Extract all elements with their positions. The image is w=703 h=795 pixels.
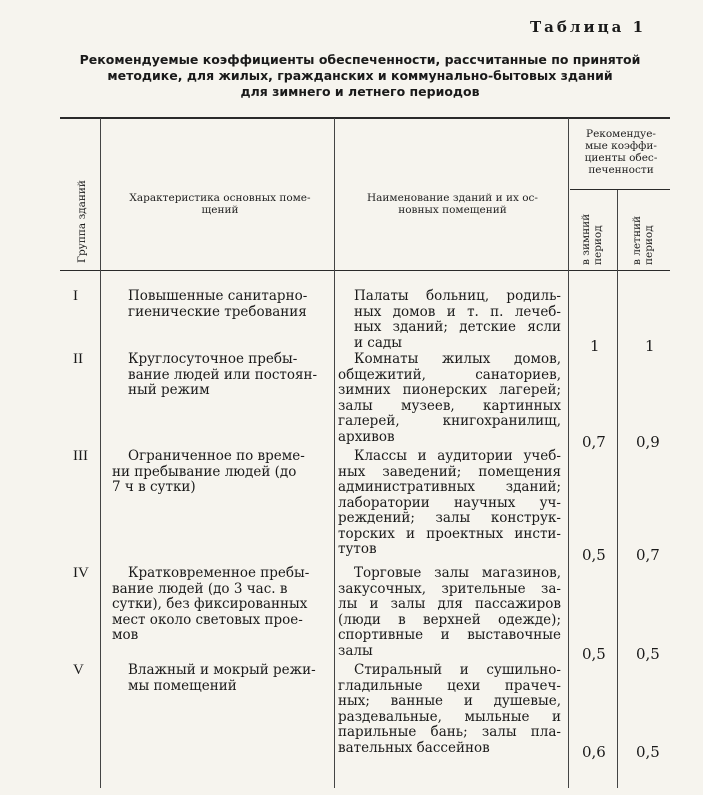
- text-line: административных зданий;: [338, 479, 561, 495]
- text-line: Ограниченное по време-: [128, 448, 305, 464]
- text-line: тутов: [338, 541, 377, 557]
- header-line: период: [592, 225, 604, 265]
- text-line: галерей, книгохранилищ,: [338, 413, 561, 429]
- header-summer: [631, 216, 655, 265]
- text-line: вание людей или постоян-: [128, 366, 318, 383]
- text-line: архивов: [338, 428, 395, 445]
- text-line: Классы и аудитории учеб-: [354, 448, 561, 464]
- text-line: (люди в верхней одежде);: [338, 611, 561, 628]
- summer-coefficient: 0,9: [636, 433, 660, 451]
- caption-line: Рекомендуемые коэффициенты обеспеченности, рассчитанные по принятой: [79, 52, 641, 67]
- text-line: лаборатории научных уч-: [338, 494, 561, 511]
- header-group: Группа зданий: [76, 180, 88, 263]
- text-line: ных зданий; детские ясли: [354, 319, 561, 335]
- text-line: ных заведений; помещения: [338, 463, 561, 480]
- column-divider: [100, 118, 101, 788]
- header-line: щений: [201, 204, 239, 216]
- text-line: гиенические требования: [128, 303, 307, 320]
- text-line: спортивные и выставочные: [338, 627, 561, 643]
- text-line: Повышенные санитарно-: [128, 288, 308, 304]
- winter-coefficient: 0,6: [582, 743, 606, 761]
- header-bottom-rule: [60, 270, 670, 271]
- text-line: ный режим: [128, 382, 210, 398]
- text-line: Круглосуточное пребы-: [128, 351, 298, 367]
- row-buildings: [338, 566, 561, 659]
- text-line: раздевальные, мыльные и: [338, 708, 561, 725]
- coef-subheader-rule: [570, 189, 670, 190]
- text-line: ни пребывание людей (до: [112, 463, 297, 480]
- row-group-number: IV: [73, 565, 89, 581]
- row-characteristic: [128, 663, 316, 694]
- header-line: Рекомендуе-: [586, 128, 656, 140]
- header-line: новных помещений: [398, 204, 507, 216]
- text-line: Торговые залы магазинов,: [354, 565, 561, 581]
- winter-coefficient: 1: [590, 337, 600, 355]
- header-line: мые коэффи-: [585, 140, 657, 152]
- header-line: печенности: [588, 164, 654, 176]
- text-line: Влажный и мокрый режи-: [128, 662, 316, 678]
- text-line: зимних пионерских лагерей;: [338, 382, 561, 398]
- column-divider: [334, 118, 335, 788]
- text-line: мест около световых проe-: [112, 611, 303, 628]
- text-line: общежитий, санаториев,: [338, 366, 561, 383]
- column-divider: [617, 190, 618, 788]
- row-characteristic: [128, 289, 307, 320]
- column-divider: [568, 118, 569, 788]
- text-line: гладильные цехи прачеч-: [338, 677, 561, 694]
- summer-coefficient: 1: [645, 337, 655, 355]
- row-group-number: V: [73, 662, 84, 678]
- header-winter: [580, 214, 604, 265]
- text-line: Стиральный и сушильно-: [354, 662, 561, 678]
- text-line: мы помещений: [128, 677, 237, 694]
- header-line: в летний: [631, 216, 643, 265]
- text-line: реждений; залы конструк-: [338, 510, 561, 526]
- caption-line: для зимнего и летнего периодов: [240, 84, 480, 99]
- text-line: закусочных, зрительные за-: [338, 580, 561, 597]
- text-line: Кратковременное пребы-: [128, 565, 310, 581]
- row-buildings: [354, 289, 561, 351]
- header-buildings: [340, 192, 565, 216]
- header-line: период: [643, 225, 655, 265]
- table-number: Таблица 1: [530, 18, 647, 36]
- row-characteristic: [112, 566, 309, 644]
- row-characteristic: [128, 352, 317, 399]
- header-line: в зимний: [580, 213, 592, 265]
- header-line: Характеристика основных поме-: [129, 192, 311, 204]
- text-line: залы: [338, 642, 373, 659]
- caption-line: методике, для жилых, гражданских и коммунально-бытовых зданий: [107, 68, 613, 83]
- winter-coefficient: 0,5: [582, 645, 606, 663]
- row-characteristic: [112, 449, 305, 496]
- header-line: Наименование зданий и их ос-: [367, 192, 538, 204]
- summer-coefficient: 0,7: [636, 546, 660, 564]
- text-line: Комнаты жилых домов,: [354, 351, 561, 367]
- text-line: торских и проектных инсти-: [338, 525, 561, 542]
- row-group-number: II: [73, 351, 83, 367]
- summer-coefficient: 0,5: [636, 743, 660, 761]
- text-line: ных домов и т. п. лечеб-: [354, 303, 561, 320]
- text-line: лы и залы для пассажиров: [338, 596, 561, 612]
- row-group-number: III: [73, 448, 88, 464]
- table-top-rule: [60, 117, 670, 119]
- row-buildings: [338, 449, 561, 558]
- text-line: парильные бань; залы пла-: [338, 724, 561, 740]
- header-coefficients: [572, 128, 670, 176]
- header-line: циенты обес-: [584, 152, 658, 164]
- text-line: сутки), без фиксированных: [112, 596, 308, 612]
- row-buildings: [338, 352, 561, 445]
- text-line: 7 ч в сутки): [112, 479, 196, 495]
- text-line: залы музеев, картинных: [338, 397, 561, 414]
- summer-coefficient: 0,5: [636, 645, 660, 663]
- table-caption: [60, 52, 660, 100]
- text-line: и сады: [354, 334, 402, 351]
- text-line: вательных бассейнов: [338, 739, 490, 756]
- winter-coefficient: 0,7: [582, 433, 606, 451]
- text-line: мов: [112, 627, 139, 643]
- row-group-number: I: [73, 288, 78, 304]
- text-line: Палаты больниц, родиль-: [354, 288, 561, 304]
- text-line: вание людей (до 3 час. в: [112, 580, 288, 597]
- row-buildings: [338, 663, 561, 756]
- header-characteristics: [110, 192, 330, 216]
- winter-coefficient: 0,5: [582, 546, 606, 564]
- text-line: ных; ванные и душевые,: [338, 693, 561, 709]
